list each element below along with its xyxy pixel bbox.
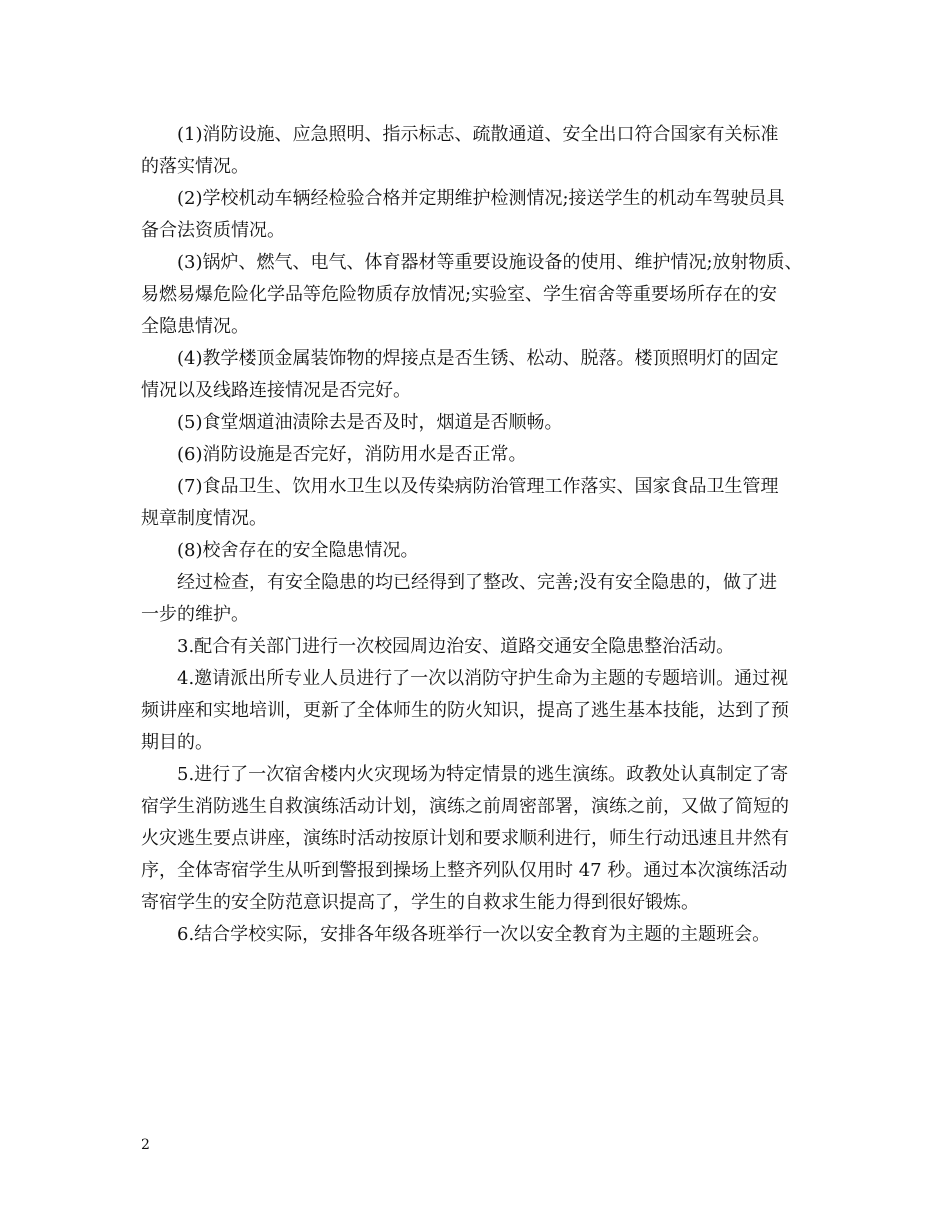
paragraph bbox=[141, 247, 831, 343]
text-line: (3)锅炉、燃气、电气、体育器材等重要设施设备的使用、维护情况;放射物质、 bbox=[141, 252, 803, 273]
text-line: 一步的维护。 bbox=[141, 604, 249, 625]
paragraph bbox=[141, 471, 831, 535]
text-line: 全隐患情况。 bbox=[141, 316, 249, 337]
text-line: 宿学生消防逃生自救演练活动计划，演练之前周密部署，演练之前，又做了简短的 bbox=[141, 796, 789, 817]
text-line: 6.结合学校实际，安排各年级各班举行一次以安全教育为主题的主题班会。 bbox=[141, 924, 771, 945]
paragraph bbox=[141, 343, 831, 407]
text-line: (8)校舍存在的安全隐患情况。 bbox=[141, 540, 419, 561]
text-line: 经过检查，有安全隐患的均已经得到了整改、完善;没有安全隐患的，做了进 bbox=[141, 572, 778, 593]
text-line: 期目的。 bbox=[141, 732, 213, 753]
text-line: (2)学校机动车辆经检验合格并定期维护检测情况;接送学生的机动车驾驶员具 bbox=[141, 188, 785, 209]
paragraph bbox=[141, 567, 831, 631]
paragraph bbox=[141, 663, 831, 759]
paragraph bbox=[141, 183, 831, 247]
text-line: (4)教学楼顶金属装饰物的焊接点是否生锈、松动、脱落。楼顶照明灯的固定 bbox=[141, 348, 779, 369]
text-line: 序，全体寄宿学生从听到警报到操场上整齐列队仅用时 47 秒。通过本次演练活动 bbox=[141, 860, 788, 881]
paragraph bbox=[141, 439, 831, 471]
paragraph bbox=[141, 535, 831, 567]
text-line: (6)消防设施是否完好，消防用水是否正常。 bbox=[141, 444, 527, 465]
paragraph bbox=[141, 119, 831, 183]
text-line: 寄宿学生的安全防范意识提高了，学生的自救求生能力得到很好锻炼。 bbox=[141, 892, 699, 913]
text-line: 备合法资质情况。 bbox=[141, 220, 285, 241]
text-line: 火灾逃生要点讲座，演练时活动按原计划和要求顺利进行，师生行动迅速且井然有 bbox=[141, 828, 789, 849]
text-line: 情况以及线路连接情况是否完好。 bbox=[141, 380, 411, 401]
text-line: 3.配合有关部门进行一次校园周边治安、道路交通安全隐患整治活动。 bbox=[141, 636, 735, 657]
text-line: (5)食堂烟道油渍除去是否及时，烟道是否顺畅。 bbox=[141, 412, 563, 433]
paragraph bbox=[141, 759, 831, 919]
text-line: 易燃易爆危险化学品等危险物质存放情况;实验室、学生宿舍等重要场所存在的安 bbox=[141, 284, 778, 305]
text-line: 的落实情况。 bbox=[141, 156, 249, 177]
paragraph bbox=[141, 919, 831, 951]
paragraph bbox=[141, 407, 831, 439]
text-line: (1)消防设施、应急照明、指示标志、疏散通道、安全出口符合国家有关标准 bbox=[141, 124, 779, 145]
text-line: 频讲座和实地培训，更新了全体师生的防火知识，提高了逃生基本技能，达到了预 bbox=[141, 700, 789, 721]
page-number: 2 bbox=[141, 1137, 150, 1153]
text-line: 4.邀请派出所专业人员进行了一次以消防守护生命为主题的专题培训。通过视 bbox=[141, 668, 789, 689]
text-line: (7)食品卫生、饮用水卫生以及传染病防治管理工作落实、国家食品卫生管理 bbox=[141, 476, 779, 497]
text-line: 5.进行了一次宿舍楼内火灾现场为特定情景的逃生演练。政教处认真制定了寄 bbox=[141, 764, 789, 785]
document-body bbox=[141, 119, 831, 951]
text-line: 规章制度情况。 bbox=[141, 508, 267, 529]
paragraph bbox=[141, 631, 831, 663]
